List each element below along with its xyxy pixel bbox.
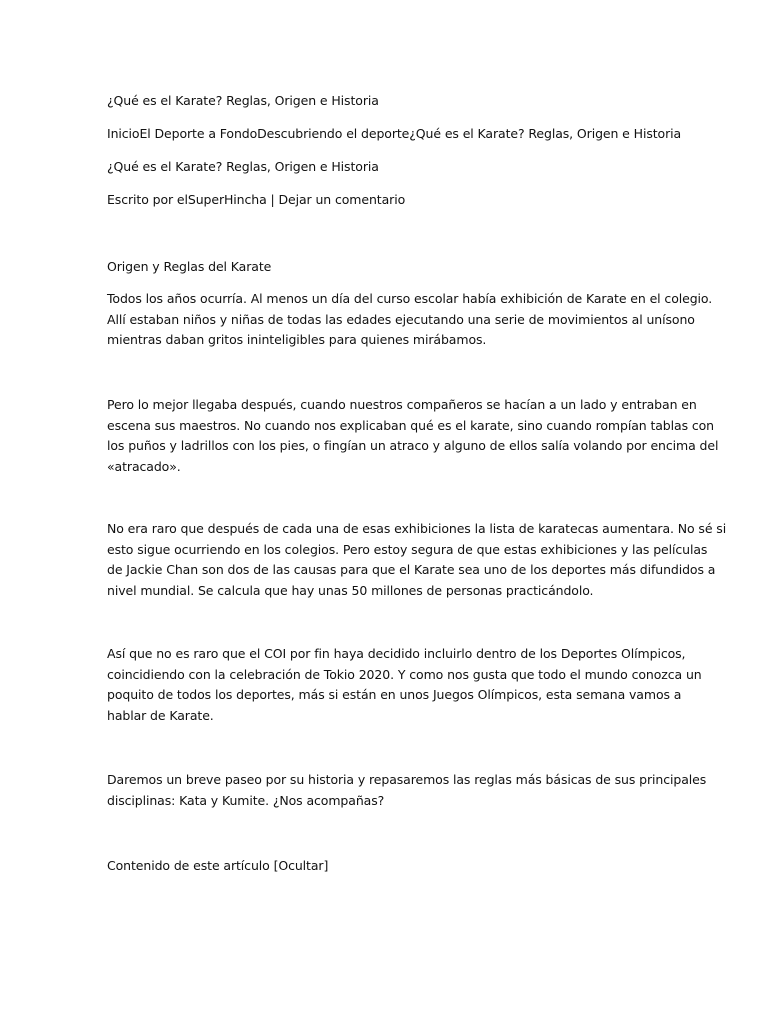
- paragraph-1: [107, 289, 712, 351]
- page-title: ¿Qué es el Karate? Reglas, Origen e Historia: [107, 93, 379, 108]
- paragraph-2: [107, 395, 718, 477]
- paragraph-line: hablar de Karate.: [107, 707, 214, 723]
- paragraph-line: coincidiendo con la celebración de Tokio 2020. Y como nos gusta que todo el mundo conozca un: [107, 666, 702, 682]
- paragraph-5: [107, 770, 706, 811]
- paragraph-3: [107, 519, 726, 601]
- paragraph-line: Allí estaban niños y niñas de todas las edades ejecutando una serie de movimientos al unísono: [107, 311, 695, 327]
- paragraph-line: «atracado».: [107, 458, 181, 474]
- paragraph-line: esto sigue ocurriendo en los colegios. Pero estoy segura de que estas exhibiciones y las películas: [107, 541, 708, 557]
- paragraph-line: nivel mundial. Se calcula que hay unas 50 millones de personas practicándolo.: [107, 582, 594, 598]
- byline: Escrito por elSuperHincha | Dejar un comentario: [107, 192, 406, 207]
- paragraph-line: Así que no es raro que el COI por fin haya decidido incluirlo dentro de los Deportes Olímpicos,: [107, 646, 686, 661]
- paragraph-line: escena sus maestros. No cuando nos explicaban qué es el karate, sino cuando rompían tablas con: [107, 417, 715, 433]
- paragraph-4: [107, 644, 702, 726]
- paragraph-line: Daremos un breve paseo por su historia y repasaremos las reglas más básicas de sus principales: [107, 772, 707, 787]
- paragraph-line: No era raro que después de cada una de esas exhibiciones la lista de karatecas aumentara. No sé si: [107, 521, 727, 536]
- section-heading: Origen y Reglas del Karate: [107, 259, 272, 274]
- paragraph-line: disciplinas: Kata y Kumite. ¿Nos acompañas?: [107, 792, 385, 808]
- paragraph-line: Todos los años ocurría. Al menos un día del curso escolar había exhibición de Karate en el colegio.: [107, 291, 713, 306]
- table-of-contents-toggle[interactable]: Contenido de este artículo [Ocultar]: [107, 858, 329, 873]
- paragraph-line: poquito de todos los deportes, más si están en unos Juegos Olímpicos, esta semana vamos a: [107, 687, 682, 702]
- breadcrumb[interactable]: InicioEl Deporte a FondoDescubriendo el deporte¿Qué es el Karate? Reglas, Origen e Historia: [107, 126, 682, 141]
- paragraph-line: Pero lo mejor llegaba después, cuando nuestros compañeros se hacían a un lado y entraban en: [107, 397, 697, 412]
- paragraph-line: los puños y ladrillos con los pies, o fingían un atraco y alguno de ellos salía volando por encima del: [107, 438, 719, 453]
- article-title: ¿Qué es el Karate? Reglas, Origen e Historia: [107, 159, 379, 174]
- paragraph-line: mientras daban gritos ininteligibles para quienes mirábamos.: [107, 332, 487, 347]
- paragraph-line: de Jackie Chan son dos de las causas para que el Karate sea uno de los deportes más difundidos a: [107, 562, 716, 577]
